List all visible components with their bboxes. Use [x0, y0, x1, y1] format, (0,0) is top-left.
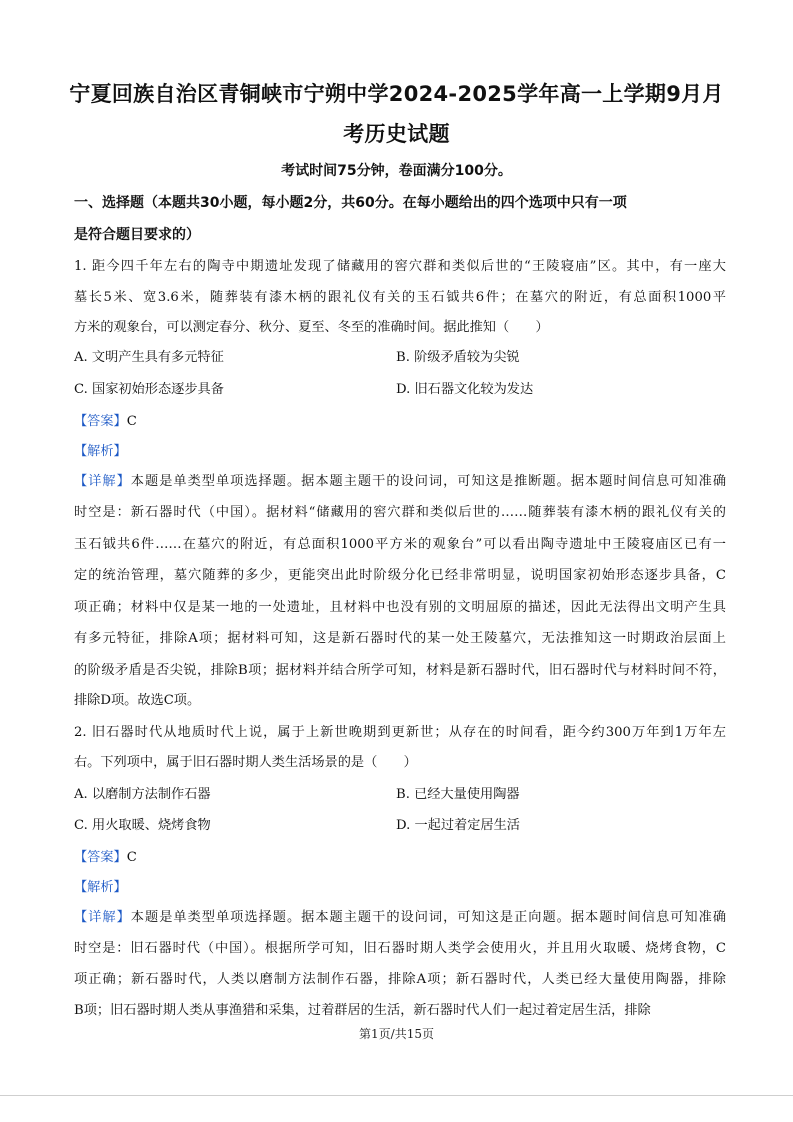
q2-detail-line: B项；旧石器时期人类从事渔猎和采集，过着群居的生活，新石器时代人们一起过着定居生活，排除 — [74, 1003, 651, 1018]
page-divider — [0, 1095, 793, 1096]
exam-info: 考试时间75分钟，卷面满分100分。 — [281, 163, 512, 179]
q1-detail-line: 的阶级矛盾是否尖锐，排除B项；据材料并结合所学可知，材料是新石器时代，旧石器时代与材料时间不符， — [74, 663, 726, 678]
q1-detail-line: 定的统治管理，墓穴随葬的多少，更能突出此时阶级分化已经非常明显，说明国家初始形态逐步具备，C — [74, 568, 726, 583]
doc-title-line-1: 宁夏回族自治区青铜峡市宁朔中学2024-2025学年高一上学期9月月 — [69, 82, 724, 106]
doc-title-line-2: 考历史试题 — [343, 122, 450, 146]
page-number: 第1页/共15页 — [359, 1027, 434, 1041]
q2-option-b: B. 已经大量使用陶器 — [396, 787, 520, 802]
q1-stem-line: 墓长5米、宽3.6米，随葬装有漆木柄的跟礼仪有关的玉石钺共6件；在墓穴的附近，有总面积1000平 — [74, 290, 726, 305]
q2-detail-line: 【详解】本题是单类型单项选择题。据本题主题干的设问词，可知这是正向题。据本题时间信息可知准确 — [74, 910, 727, 925]
q2-option-c: C. 用火取暖、烧烤食物 — [74, 818, 211, 833]
answer-tag: 【答案】 — [74, 414, 127, 429]
detail-tag: 【详解】 — [74, 910, 131, 925]
q2-detail-line: 项正确；新石器时代，人类以磨制方法制作石器，排除A项；新石器时代，人类已经大量使用陶器，排除 — [74, 972, 726, 987]
q1-analysis-tag: 【解析】 — [74, 444, 127, 459]
answer-value: C — [126, 850, 137, 865]
q1-answer — [74, 412, 137, 432]
q2-answer — [74, 848, 137, 868]
q2-stem-line: 右。下列项中，属于旧石器时期人类生活场景的是（ ） — [74, 755, 417, 770]
answer-value: C — [126, 414, 137, 429]
q1-option-b: B. 阶级矛盾较为尖锐 — [396, 350, 520, 365]
q2-option-d: D. 一起过着定居生活 — [396, 818, 520, 833]
section-heading-line-1: 一、选择题（本题共30小题，每小题2分，共60分。在每小题给出的四个选项中只有一项 — [74, 195, 627, 211]
q1-detail-line: 【详解】本题是单类型单项选择题。据本题主题干的设问词，可知这是推断题。据本题时间信息可知准确 — [74, 474, 727, 489]
q1-detail-line: 有多元特征，排除A项；据材料可知，这是新石器时代的某一处王陵墓穴，无法推知这一时期政治层面上 — [74, 631, 726, 646]
q1-detail-line: 项正确；材料中仅是某一地的一处遗址，且材料中也没有别的文明屈原的描述，因此无法得出文明产生具 — [74, 600, 726, 615]
q1-detail-line: 时空是：新石器时代（中国）。据材料“储藏用的窖穴群和类似后世的……随葬装有漆木柄的跟礼仪有关的 — [74, 505, 726, 520]
q1-option-d: D. 旧石器文化较为发达 — [396, 382, 534, 397]
q2-option-a: A. 以磨制方法制作石器 — [74, 787, 211, 802]
detail-tag: 【详解】 — [74, 474, 131, 489]
q1-option-c: C. 国家初始形态逐步具备 — [74, 382, 224, 397]
q1-detail-line: 玉石钺共6件……在墓穴的附近，有总面积1000平方米的观象台”可以看出陶寺遗址中王陵寝庙区已有一 — [74, 537, 726, 552]
answer-tag: 【答案】 — [74, 850, 127, 865]
q2-stem-line: 2. 旧石器时代从地质时代上说，属于上新世晚期到更新世；从存在的时间看，距今约300万年到1万年左 — [74, 725, 726, 740]
q1-detail-line: 排除D项。故选C项。 — [74, 693, 201, 708]
section-heading-line-2: 是符合题目要求的） — [74, 227, 200, 243]
q2-analysis-tag: 【解析】 — [74, 880, 127, 895]
q1-stem-line: 方米的观象台，可以测定春分、秋分、夏至、冬至的准确时间。据此推知（ ） — [74, 320, 549, 335]
q1-stem-line: 1. 距今四千年左右的陶寺中期遗址发现了储藏用的窖穴群和类似后世的“王陵寝庙”区。其中，有一座大 — [74, 259, 726, 274]
q1-option-a: A. 文明产生具有多元特征 — [74, 350, 224, 365]
q2-detail-line: 时空是：旧石器时代（中国）。根据所学可知，旧石器时期人类学会使用火，并且用火取暖、烧烤食物，C — [74, 941, 726, 956]
